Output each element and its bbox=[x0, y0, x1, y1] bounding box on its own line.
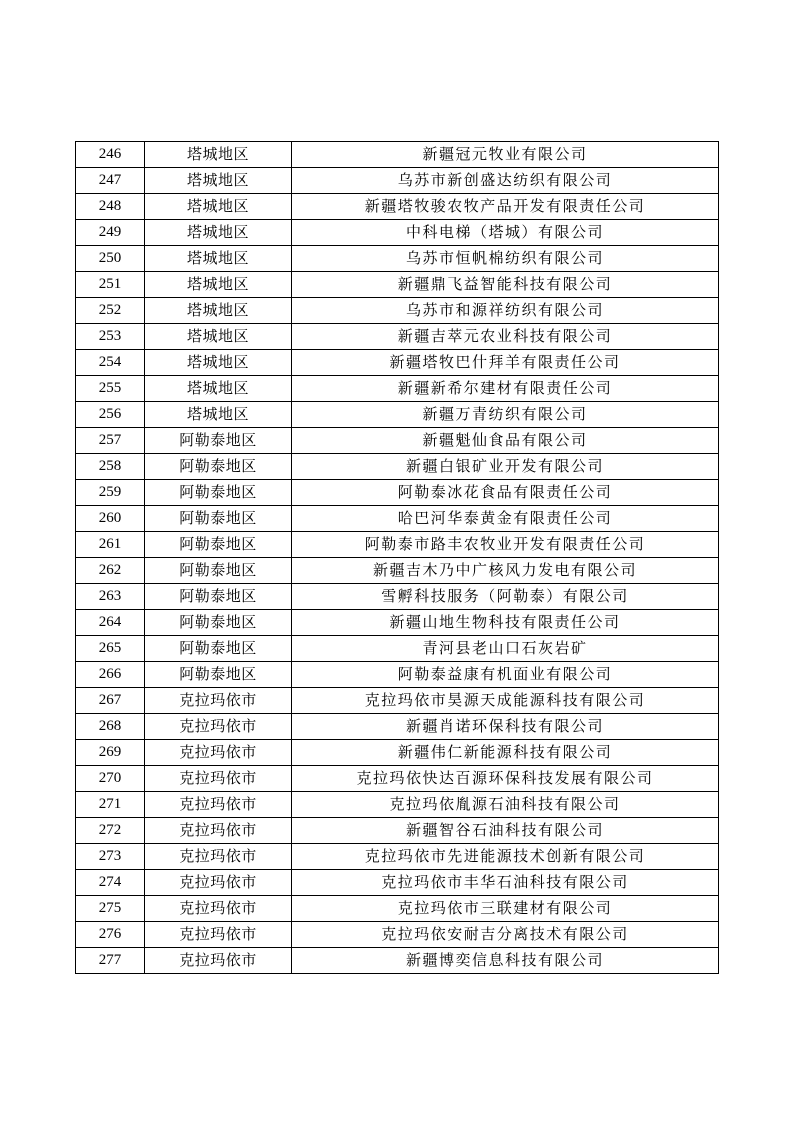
row-region: 塔城地区 bbox=[145, 350, 292, 376]
row-company: 新疆智谷石油科技有限公司 bbox=[292, 818, 719, 844]
row-region: 克拉玛依市 bbox=[145, 792, 292, 818]
table-row bbox=[76, 376, 719, 402]
table-row bbox=[76, 298, 719, 324]
row-number: 272 bbox=[76, 818, 145, 844]
row-number: 254 bbox=[76, 350, 145, 376]
row-number: 247 bbox=[76, 168, 145, 194]
table-row bbox=[76, 272, 719, 298]
row-region: 克拉玛依市 bbox=[145, 870, 292, 896]
row-company: 新疆白银矿业开发有限公司 bbox=[292, 454, 719, 480]
row-company: 克拉玛依市昊源天成能源科技有限公司 bbox=[292, 688, 719, 714]
table-row bbox=[76, 766, 719, 792]
row-company: 乌苏市恒帆棉纺织有限公司 bbox=[292, 246, 719, 272]
row-region: 阿勒泰地区 bbox=[145, 610, 292, 636]
row-number: 255 bbox=[76, 376, 145, 402]
table-row bbox=[76, 948, 719, 974]
row-region: 阿勒泰地区 bbox=[145, 428, 292, 454]
row-number: 273 bbox=[76, 844, 145, 870]
row-company: 新疆肖诺环保科技有限公司 bbox=[292, 714, 719, 740]
table-row bbox=[76, 428, 719, 454]
row-company: 新疆冠元牧业有限公司 bbox=[292, 142, 719, 168]
row-region: 阿勒泰地区 bbox=[145, 506, 292, 532]
row-region: 塔城地区 bbox=[145, 272, 292, 298]
row-number: 246 bbox=[76, 142, 145, 168]
row-region: 克拉玛依市 bbox=[145, 844, 292, 870]
row-region: 塔城地区 bbox=[145, 376, 292, 402]
row-number: 271 bbox=[76, 792, 145, 818]
row-region: 克拉玛依市 bbox=[145, 766, 292, 792]
row-number: 248 bbox=[76, 194, 145, 220]
row-region: 克拉玛依市 bbox=[145, 818, 292, 844]
row-company: 克拉玛依市丰华石油科技有限公司 bbox=[292, 870, 719, 896]
row-company: 新疆塔牧骏农牧产品开发有限责任公司 bbox=[292, 194, 719, 220]
row-region: 阿勒泰地区 bbox=[145, 662, 292, 688]
row-company: 雪孵科技服务（阿勒泰）有限公司 bbox=[292, 584, 719, 610]
row-company: 克拉玛依胤源石油科技有限公司 bbox=[292, 792, 719, 818]
row-number: 274 bbox=[76, 870, 145, 896]
row-company: 青河县老山口石灰岩矿 bbox=[292, 636, 719, 662]
table-row bbox=[76, 454, 719, 480]
row-region: 塔城地区 bbox=[145, 142, 292, 168]
table-row bbox=[76, 636, 719, 662]
row-region: 克拉玛依市 bbox=[145, 896, 292, 922]
table-row bbox=[76, 922, 719, 948]
table-row bbox=[76, 246, 719, 272]
row-number: 264 bbox=[76, 610, 145, 636]
row-number: 269 bbox=[76, 740, 145, 766]
row-region: 克拉玛依市 bbox=[145, 714, 292, 740]
table-row bbox=[76, 714, 719, 740]
row-region: 克拉玛依市 bbox=[145, 740, 292, 766]
row-number: 260 bbox=[76, 506, 145, 532]
row-company: 乌苏市新创盛达纺织有限公司 bbox=[292, 168, 719, 194]
company-list-table bbox=[75, 141, 719, 974]
row-number: 266 bbox=[76, 662, 145, 688]
row-number: 251 bbox=[76, 272, 145, 298]
table-row bbox=[76, 844, 719, 870]
table-row bbox=[76, 792, 719, 818]
row-region: 阿勒泰地区 bbox=[145, 480, 292, 506]
row-company: 乌苏市和源祥纺织有限公司 bbox=[292, 298, 719, 324]
company-list-body bbox=[76, 142, 719, 974]
table-row bbox=[76, 324, 719, 350]
table-row bbox=[76, 532, 719, 558]
row-region: 阿勒泰地区 bbox=[145, 532, 292, 558]
row-number: 277 bbox=[76, 948, 145, 974]
row-region: 塔城地区 bbox=[145, 324, 292, 350]
row-number: 256 bbox=[76, 402, 145, 428]
row-region: 克拉玛依市 bbox=[145, 948, 292, 974]
row-region: 塔城地区 bbox=[145, 168, 292, 194]
row-number: 250 bbox=[76, 246, 145, 272]
table-row bbox=[76, 584, 719, 610]
row-number: 249 bbox=[76, 220, 145, 246]
row-number: 262 bbox=[76, 558, 145, 584]
row-number: 261 bbox=[76, 532, 145, 558]
row-region: 塔城地区 bbox=[145, 246, 292, 272]
table-row bbox=[76, 220, 719, 246]
row-company: 新疆魁仙食品有限公司 bbox=[292, 428, 719, 454]
table-row bbox=[76, 870, 719, 896]
row-number: 276 bbox=[76, 922, 145, 948]
row-number: 275 bbox=[76, 896, 145, 922]
row-company: 克拉玛依快达百源环保科技发展有限公司 bbox=[292, 766, 719, 792]
row-company: 新疆塔牧巴什拜羊有限责任公司 bbox=[292, 350, 719, 376]
row-company: 新疆吉萃元农业科技有限公司 bbox=[292, 324, 719, 350]
row-number: 265 bbox=[76, 636, 145, 662]
table-row bbox=[76, 194, 719, 220]
row-region: 塔城地区 bbox=[145, 194, 292, 220]
table-row bbox=[76, 818, 719, 844]
row-region: 阿勒泰地区 bbox=[145, 636, 292, 662]
table-row bbox=[76, 688, 719, 714]
row-company: 新疆伟仁新能源科技有限公司 bbox=[292, 740, 719, 766]
row-region: 克拉玛依市 bbox=[145, 922, 292, 948]
row-number: 268 bbox=[76, 714, 145, 740]
row-company: 新疆新希尔建材有限责任公司 bbox=[292, 376, 719, 402]
table-row bbox=[76, 662, 719, 688]
table-row bbox=[76, 558, 719, 584]
row-region: 阿勒泰地区 bbox=[145, 454, 292, 480]
row-region: 塔城地区 bbox=[145, 402, 292, 428]
row-company: 阿勒泰市路丰农牧业开发有限责任公司 bbox=[292, 532, 719, 558]
row-number: 257 bbox=[76, 428, 145, 454]
row-number: 259 bbox=[76, 480, 145, 506]
row-region: 阿勒泰地区 bbox=[145, 584, 292, 610]
row-company: 新疆博奕信息科技有限公司 bbox=[292, 948, 719, 974]
row-company: 克拉玛依市先进能源技术创新有限公司 bbox=[292, 844, 719, 870]
row-company: 新疆吉木乃中广核风力发电有限公司 bbox=[292, 558, 719, 584]
table-row bbox=[76, 142, 719, 168]
row-company: 克拉玛依安耐吉分离技术有限公司 bbox=[292, 922, 719, 948]
row-region: 克拉玛依市 bbox=[145, 688, 292, 714]
row-company: 新疆山地生物科技有限责任公司 bbox=[292, 610, 719, 636]
row-number: 258 bbox=[76, 454, 145, 480]
table-row bbox=[76, 402, 719, 428]
row-region: 阿勒泰地区 bbox=[145, 558, 292, 584]
row-number: 263 bbox=[76, 584, 145, 610]
table-row bbox=[76, 350, 719, 376]
row-company: 阿勒泰益康有机面业有限公司 bbox=[292, 662, 719, 688]
table-row bbox=[76, 168, 719, 194]
row-number: 252 bbox=[76, 298, 145, 324]
row-company: 新疆万青纺织有限公司 bbox=[292, 402, 719, 428]
table-row bbox=[76, 740, 719, 766]
table-row bbox=[76, 506, 719, 532]
table-row bbox=[76, 896, 719, 922]
row-region: 塔城地区 bbox=[145, 298, 292, 324]
row-number: 270 bbox=[76, 766, 145, 792]
row-number: 267 bbox=[76, 688, 145, 714]
row-number: 253 bbox=[76, 324, 145, 350]
table-row bbox=[76, 610, 719, 636]
row-company: 哈巴河华泰黄金有限责任公司 bbox=[292, 506, 719, 532]
row-company: 克拉玛依市三联建材有限公司 bbox=[292, 896, 719, 922]
table-row bbox=[76, 480, 719, 506]
row-company: 阿勒泰冰花食品有限责任公司 bbox=[292, 480, 719, 506]
row-company: 中科电梯（塔城）有限公司 bbox=[292, 220, 719, 246]
row-company: 新疆鼎飞益智能科技有限公司 bbox=[292, 272, 719, 298]
row-region: 塔城地区 bbox=[145, 220, 292, 246]
